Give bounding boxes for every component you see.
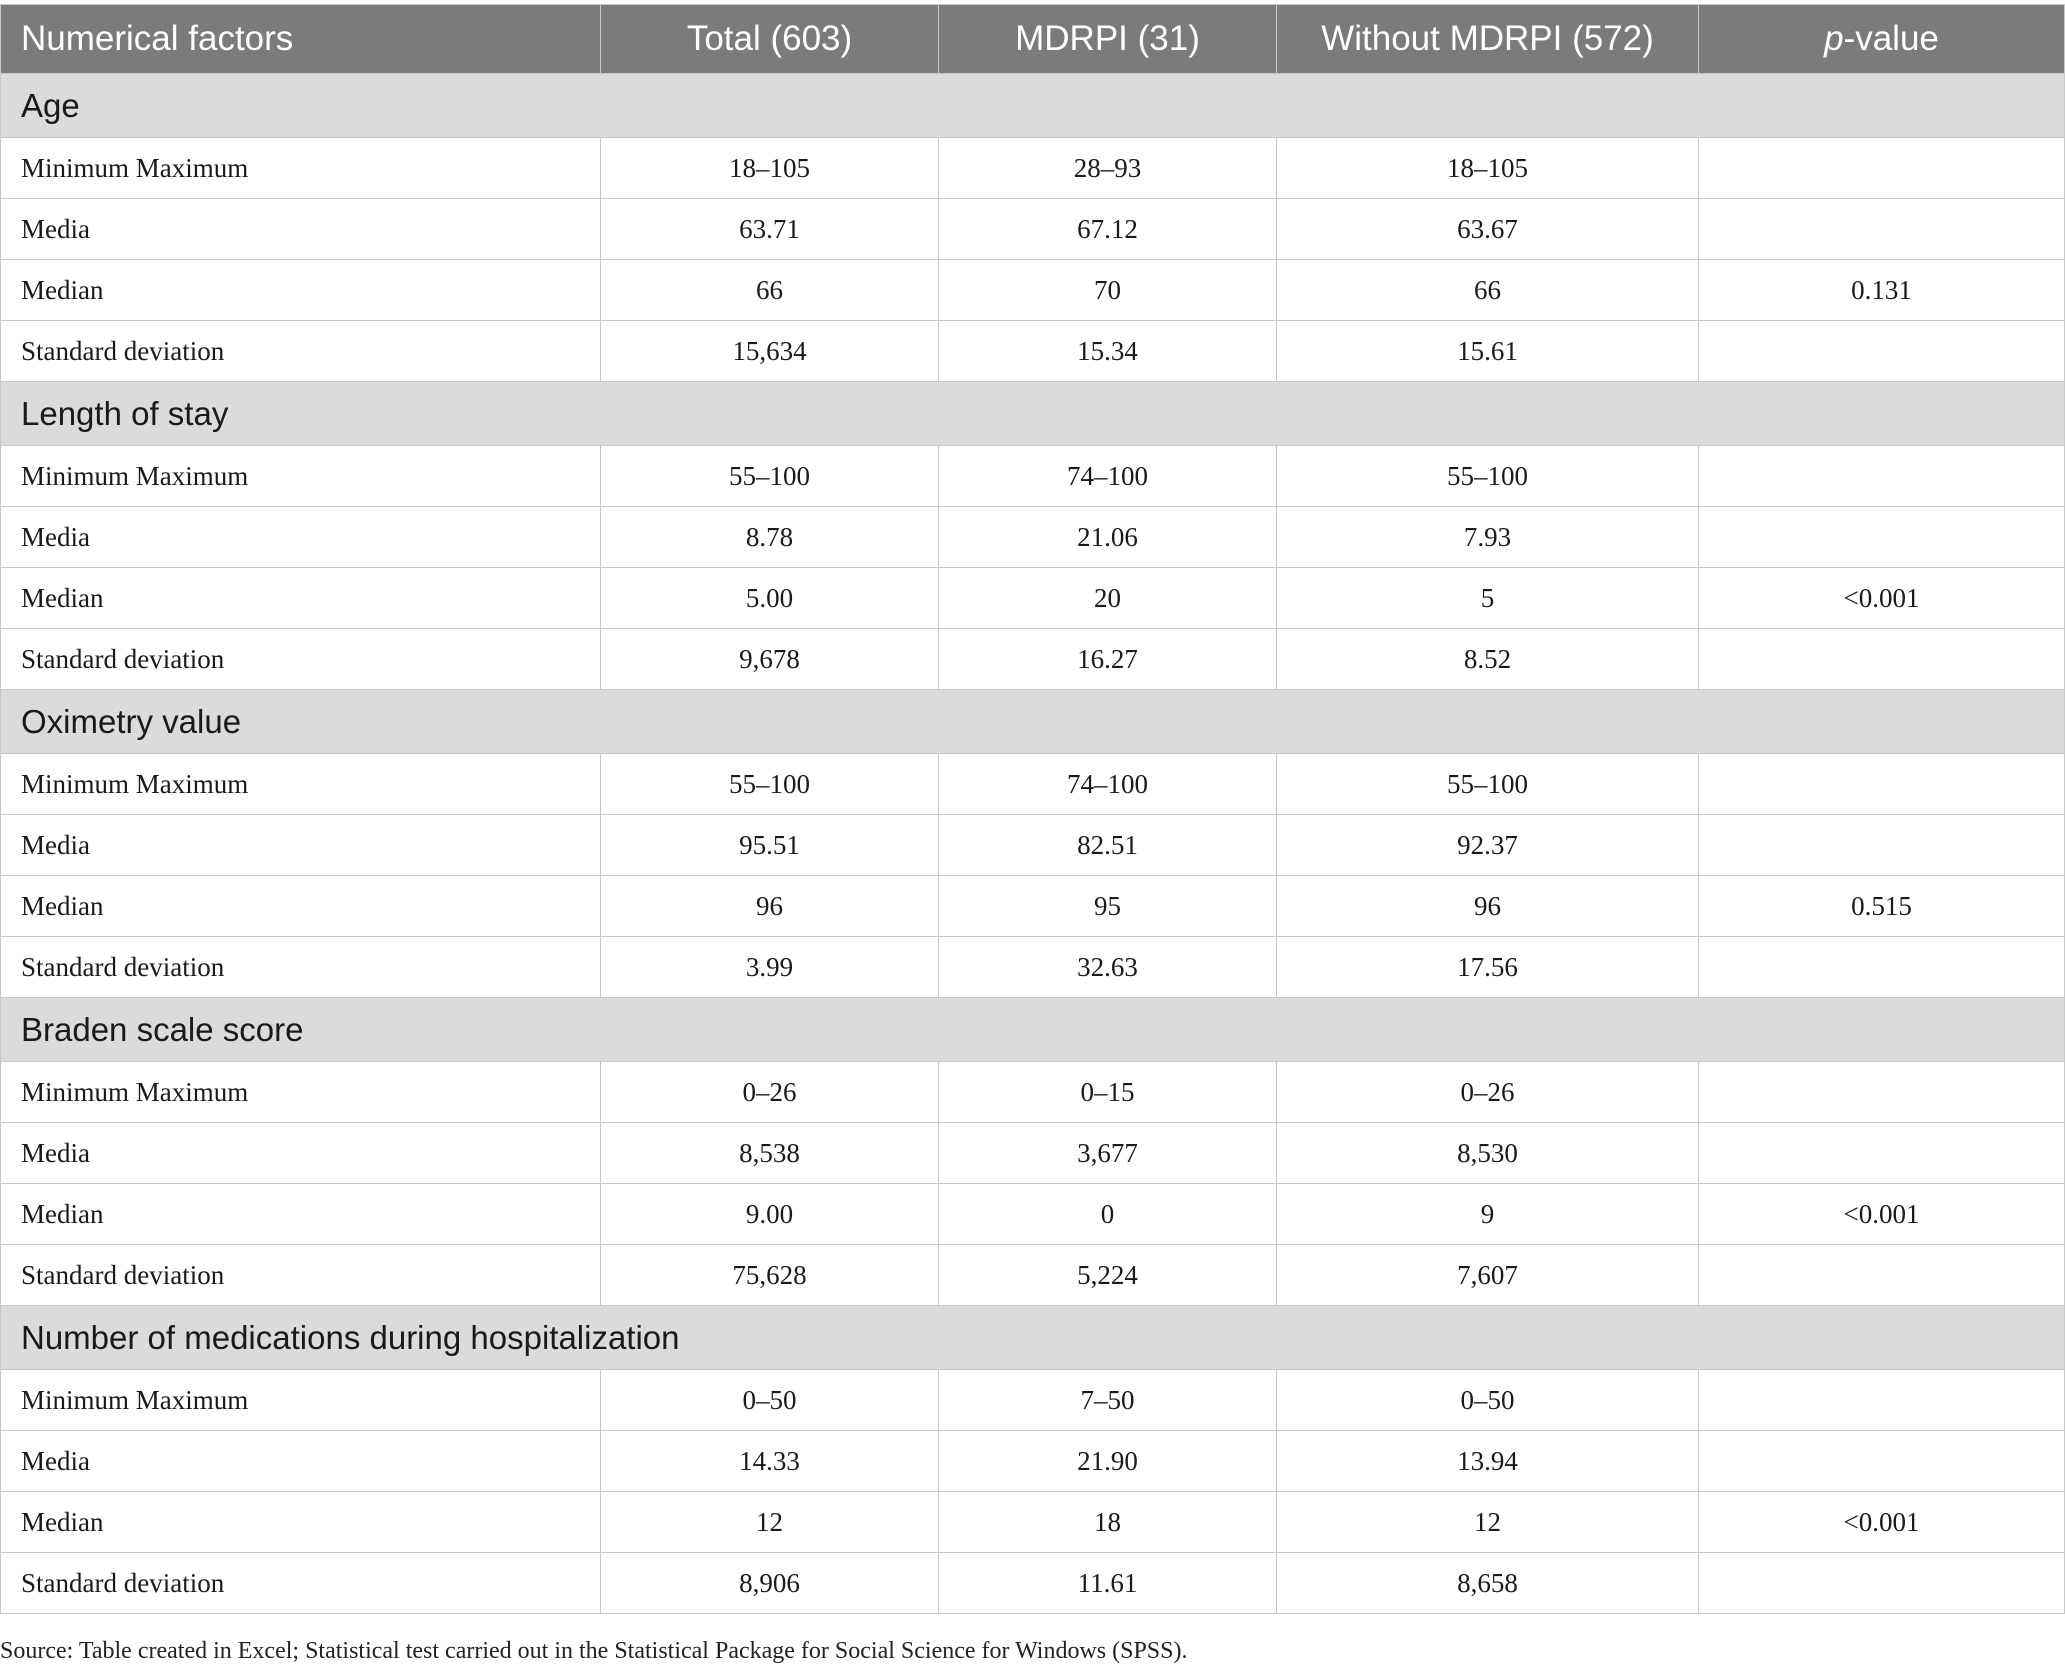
cell-p-value — [1699, 1431, 2065, 1492]
row-label: Median — [1, 260, 601, 321]
cell-without-mdrpi: 12 — [1277, 1492, 1699, 1553]
cell-without-mdrpi: 0–26 — [1277, 1062, 1699, 1123]
cell-total: 66 — [601, 260, 939, 321]
cell-total: 8,538 — [601, 1123, 939, 1184]
table-row — [1, 138, 2065, 199]
cell-without-mdrpi: 17.56 — [1277, 937, 1699, 998]
table-row — [1, 1370, 2065, 1431]
cell-p-value: <0.001 — [1699, 1492, 2065, 1553]
cell-p-value — [1699, 507, 2065, 568]
cell-total: 12 — [601, 1492, 939, 1553]
cell-without-mdrpi: 7,607 — [1277, 1245, 1699, 1306]
cell-total: 14.33 — [601, 1431, 939, 1492]
row-label: Media — [1, 1123, 601, 1184]
row-label: Media — [1, 1431, 601, 1492]
cell-mdrpi: 82.51 — [939, 815, 1277, 876]
cell-total: 18–105 — [601, 138, 939, 199]
header-numerical-factors: Numerical factors — [1, 5, 601, 74]
header-p-italic: p — [1824, 19, 1844, 58]
source-note: Source: Table created in Excel; Statistical test carried out in the Statistical Package for Social Science for Windows (SPSS). — [0, 1638, 1188, 1664]
cell-mdrpi: 67.12 — [939, 199, 1277, 260]
cell-mdrpi: 18 — [939, 1492, 1277, 1553]
cell-p-value — [1699, 1245, 2065, 1306]
cell-p-value — [1699, 629, 2065, 690]
table-row — [1, 446, 2065, 507]
group-title: Age — [1, 74, 2065, 138]
cell-total: 9.00 — [601, 1184, 939, 1245]
numerical-factors-table — [0, 4, 2065, 1614]
cell-without-mdrpi: 13.94 — [1277, 1431, 1699, 1492]
cell-total: 55–100 — [601, 754, 939, 815]
cell-mdrpi: 70 — [939, 260, 1277, 321]
row-label: Media — [1, 507, 601, 568]
table-row — [1, 321, 2065, 382]
cell-p-value: 0.131 — [1699, 260, 2065, 321]
table-row — [1, 260, 2065, 321]
group-row — [1, 74, 2065, 138]
cell-total: 9,678 — [601, 629, 939, 690]
cell-without-mdrpi: 18–105 — [1277, 138, 1699, 199]
row-label: Media — [1, 199, 601, 260]
cell-p-value — [1699, 937, 2065, 998]
cell-mdrpi: 21.06 — [939, 507, 1277, 568]
group-title: Length of stay — [1, 382, 2065, 446]
cell-without-mdrpi: 66 — [1277, 260, 1699, 321]
cell-without-mdrpi: 8,530 — [1277, 1123, 1699, 1184]
cell-mdrpi: 11.61 — [939, 1553, 1277, 1614]
table-row — [1, 876, 2065, 937]
table-row — [1, 1062, 2065, 1123]
cell-total: 8,906 — [601, 1553, 939, 1614]
cell-mdrpi: 21.90 — [939, 1431, 1277, 1492]
table-row — [1, 1553, 2065, 1614]
table-row — [1, 1431, 2065, 1492]
cell-without-mdrpi: 55–100 — [1277, 754, 1699, 815]
table-row — [1, 1492, 2065, 1553]
cell-p-value — [1699, 754, 2065, 815]
cell-p-value: <0.001 — [1699, 568, 2065, 629]
table-row — [1, 815, 2065, 876]
cell-without-mdrpi: 0–50 — [1277, 1370, 1699, 1431]
cell-p-value — [1699, 815, 2065, 876]
header-p-value — [1699, 5, 2065, 74]
cell-p-value — [1699, 1123, 2065, 1184]
cell-mdrpi: 95 — [939, 876, 1277, 937]
cell-total: 3.99 — [601, 937, 939, 998]
cell-without-mdrpi: 8.52 — [1277, 629, 1699, 690]
cell-p-value: <0.001 — [1699, 1184, 2065, 1245]
table-row — [1, 1123, 2065, 1184]
table-row — [1, 507, 2065, 568]
row-label: Standard deviation — [1, 1245, 601, 1306]
cell-mdrpi: 28–93 — [939, 138, 1277, 199]
cell-p-value — [1699, 446, 2065, 507]
cell-without-mdrpi: 15.61 — [1277, 321, 1699, 382]
row-label: Media — [1, 815, 601, 876]
row-label: Minimum Maximum — [1, 138, 601, 199]
cell-p-value — [1699, 1062, 2065, 1123]
cell-mdrpi: 20 — [939, 568, 1277, 629]
row-label: Minimum Maximum — [1, 446, 601, 507]
table-row — [1, 754, 2065, 815]
cell-mdrpi: 3,677 — [939, 1123, 1277, 1184]
cell-without-mdrpi: 9 — [1277, 1184, 1699, 1245]
cell-total: 55–100 — [601, 446, 939, 507]
table-row — [1, 199, 2065, 260]
cell-total: 0–50 — [601, 1370, 939, 1431]
table-row — [1, 629, 2065, 690]
row-label: Median — [1, 1492, 601, 1553]
row-label: Median — [1, 1184, 601, 1245]
cell-p-value — [1699, 138, 2065, 199]
header-p-suffix: -value — [1843, 19, 1939, 58]
table-header — [1, 5, 2065, 74]
cell-p-value — [1699, 199, 2065, 260]
cell-without-mdrpi: 92.37 — [1277, 815, 1699, 876]
group-title: Braden scale score — [1, 998, 2065, 1062]
cell-mdrpi: 74–100 — [939, 446, 1277, 507]
header-without-mdrpi: Without MDRPI (572) — [1277, 5, 1699, 74]
cell-p-value — [1699, 1370, 2065, 1431]
group-title: Number of medications during hospitalization — [1, 1306, 2065, 1370]
table-body — [1, 74, 2065, 1614]
group-row — [1, 382, 2065, 446]
cell-total: 96 — [601, 876, 939, 937]
row-label: Minimum Maximum — [1, 1062, 601, 1123]
cell-mdrpi: 15.34 — [939, 321, 1277, 382]
cell-mdrpi: 5,224 — [939, 1245, 1277, 1306]
cell-total: 5.00 — [601, 568, 939, 629]
cell-total: 63.71 — [601, 199, 939, 260]
row-label: Standard deviation — [1, 1553, 601, 1614]
cell-without-mdrpi: 5 — [1277, 568, 1699, 629]
cell-total: 75,628 — [601, 1245, 939, 1306]
group-title: Oximetry value — [1, 690, 2065, 754]
cell-mdrpi: 7–50 — [939, 1370, 1277, 1431]
cell-p-value: 0.515 — [1699, 876, 2065, 937]
cell-total: 8.78 — [601, 507, 939, 568]
cell-without-mdrpi: 8,658 — [1277, 1553, 1699, 1614]
cell-mdrpi: 0 — [939, 1184, 1277, 1245]
cell-without-mdrpi: 63.67 — [1277, 199, 1699, 260]
table-row — [1, 568, 2065, 629]
cell-mdrpi: 16.27 — [939, 629, 1277, 690]
table-row — [1, 1245, 2065, 1306]
cell-mdrpi: 0–15 — [939, 1062, 1277, 1123]
cell-without-mdrpi: 7.93 — [1277, 507, 1699, 568]
group-row — [1, 690, 2065, 754]
row-label: Median — [1, 568, 601, 629]
cell-p-value — [1699, 1553, 2065, 1614]
row-label: Minimum Maximum — [1, 1370, 601, 1431]
row-label: Standard deviation — [1, 937, 601, 998]
header-row — [1, 5, 2065, 74]
table-row — [1, 937, 2065, 998]
cell-total: 0–26 — [601, 1062, 939, 1123]
cell-without-mdrpi: 96 — [1277, 876, 1699, 937]
table-row — [1, 1184, 2065, 1245]
cell-without-mdrpi: 55–100 — [1277, 446, 1699, 507]
header-mdrpi: MDRPI (31) — [939, 5, 1277, 74]
table-container — [0, 4, 2065, 1614]
cell-total: 95.51 — [601, 815, 939, 876]
cell-mdrpi: 32.63 — [939, 937, 1277, 998]
group-row — [1, 998, 2065, 1062]
cell-p-value — [1699, 321, 2065, 382]
cell-mdrpi: 74–100 — [939, 754, 1277, 815]
row-label: Median — [1, 876, 601, 937]
cell-total: 15,634 — [601, 321, 939, 382]
header-total: Total (603) — [601, 5, 939, 74]
group-row — [1, 1306, 2065, 1370]
row-label: Standard deviation — [1, 629, 601, 690]
row-label: Standard deviation — [1, 321, 601, 382]
row-label: Minimum Maximum — [1, 754, 601, 815]
